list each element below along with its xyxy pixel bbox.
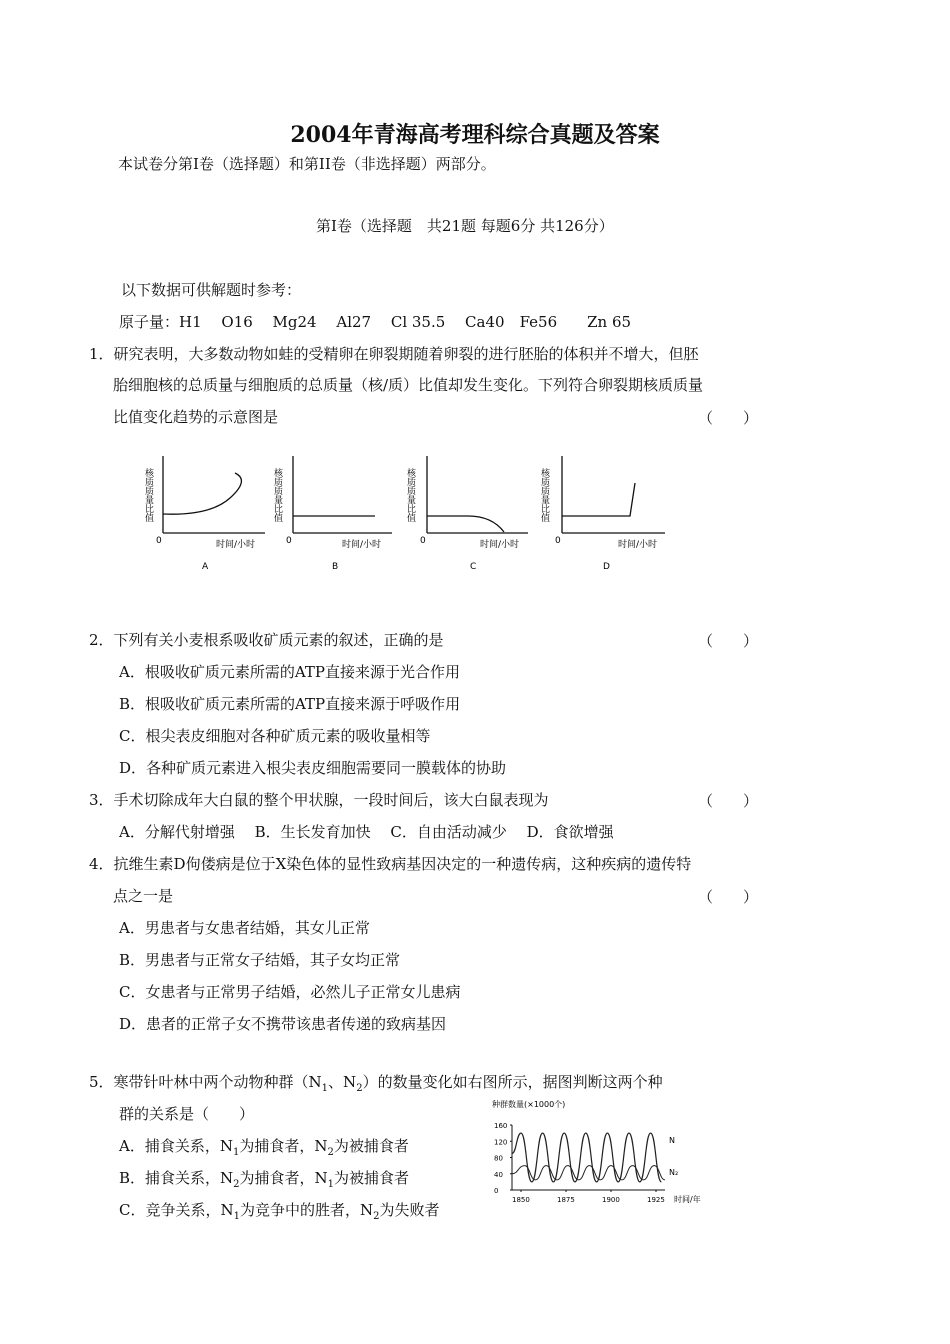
section-heading: 第Ⅰ卷（选择题 共21题 每题6分 共126分） (316, 217, 614, 235)
q3-options: A．分解代射增强 B．生长发育加快 C．自由活动减少 D．食欲增强 (119, 823, 614, 841)
atomic-mass-line: 原子量：H1 O16 Mg24 Al27 Cl 35.5 Ca40 Fe56 Zn 65 (119, 313, 632, 331)
x-tick-label: 1900 (602, 1196, 620, 1204)
q4-line-1: 4．抗维生素D佝偻病是位于X染色体的显性致病基因决定的一种遗传病，这种疾病的遗传特 (89, 855, 692, 873)
graph-b-origin: 0 (286, 536, 292, 546)
chart-xlabel: 时间/年 (674, 1195, 701, 1204)
graph-b-xlabel: 时间/小时 (342, 540, 382, 550)
graph-c-origin: 0 (420, 536, 426, 546)
q5-option-b: B．捕食关系，$N_2$为捕食者，$N_1$为被捕食者 (119, 1169, 410, 1190)
graph-d-ylabel: 核质质量比值 (539, 468, 549, 522)
graph-a-xlabel: 时间/小时 (216, 540, 256, 550)
q1-answer-paren: （ ） (698, 409, 759, 427)
x-tick-label: 1850 (512, 1196, 530, 1204)
q2-stem: 2．下列有关小麦根系吸收矿质元素的叙述，正确的是 (89, 631, 444, 649)
graph-c-curve (427, 516, 504, 532)
intro-text: 本试卷分第Ⅰ卷（选择题）和第II卷（非选择题）两部分。 (118, 155, 496, 173)
graph-b-letter: B (332, 562, 339, 572)
chart-ylabel: 种群数量(×1000个) (492, 1100, 566, 1109)
q2-option-d: D．各种矿质元素进入根尖表皮细胞需要同一膜载体的协助 (119, 759, 507, 777)
graph-c-ylabel: 核质质量比值 (405, 468, 415, 522)
q4-option-c: C．女患者与正常男子结婚，必然儿子正常女儿患病 (119, 983, 461, 1001)
graph-c-xlabel: 时间/小时 (480, 540, 520, 550)
q4-option-a: A．男患者与女患者结婚，其女儿正常 (119, 919, 370, 937)
graph-c (405, 456, 528, 572)
q5-line-2: 群的关系是（ ） (119, 1105, 255, 1123)
q4-option-b: B．男患者与正常女子结婚，其子女均正常 (119, 951, 401, 969)
q1-line-1: 1．研究表明，大多数动物如蛙的受精卵在卵裂期随着卵裂的进行胚胎的体积并不增大，但胚 (89, 345, 699, 363)
graph-d (539, 456, 665, 572)
page-title: 2004年青海高考理科综合真题及答案 (290, 122, 660, 148)
q5-option-c: C．竞争关系，$N_1$为竞争中的胜者，$N_2$为失败者 (119, 1201, 440, 1222)
graph-a-origin: 0 (156, 536, 162, 546)
population-chart (490, 1095, 720, 1210)
graph-d-xlabel: 时间/小时 (618, 540, 658, 550)
q1-line-3: 比值变化趋势的示意图是 (113, 408, 279, 426)
q3-stem: 3．手术切除成年大白鼠的整个甲状腺，一段时间后，该大白鼠表现为 (89, 791, 549, 809)
y-tick-label: 160 (494, 1122, 508, 1130)
graph-d-origin: 0 (555, 536, 561, 546)
q2-answer-paren: （ ） (698, 632, 759, 650)
series-n2-label: N₂ (669, 1168, 679, 1177)
q5-option-a: A．捕食关系，$N_1$为捕食者，$N_2$为被捕食者 (119, 1137, 409, 1158)
q2-option-c: C．根尖表皮细胞对各种矿质元素的吸收量相等 (119, 727, 431, 745)
q4-option-d: D．患者的正常子女不携带该患者传递的致病基因 (119, 1015, 447, 1033)
graph-d-letter: D (603, 562, 610, 572)
x-tick-label: 1925 (647, 1196, 665, 1204)
reference-note: 以下数据可供解题时参考： (121, 281, 302, 299)
x-tick-label: 1875 (557, 1196, 575, 1204)
graph-b (272, 456, 392, 572)
graph-a-curve (163, 473, 241, 514)
y-tick-label: 0 (494, 1187, 499, 1195)
q5-line-1: 5．寒带针叶林中两个动物种群（$N_1$、$N_2$）的数量变化如右图所示，据图判断这两个种 (89, 1073, 663, 1094)
q2-option-a: A．根吸收矿质元素所需的ATP直接来源于光合作用 (119, 663, 460, 681)
graph-a-ylabel: 核质质量比值 (143, 468, 153, 522)
graph-d-curve (562, 483, 635, 516)
graph-a-letter: A (202, 562, 209, 572)
graph-a (143, 456, 265, 572)
graph-c-letter: C (470, 562, 477, 572)
graph-b-ylabel: 核质质量比值 (272, 468, 282, 522)
y-tick-label: 80 (494, 1154, 503, 1163)
q4-line-2: 点之一是 (113, 887, 174, 905)
q1-line-2: 胎细胞核的总质量与细胞质的总质量（核/质）比值却发生变化。下列符合卵裂期核质质量 (113, 376, 704, 394)
q2-option-b: B．根吸收矿质元素所需的ATP直接来源于呼吸作用 (119, 695, 461, 713)
q4-answer-paren: （ ） (698, 888, 759, 906)
q1-graphs (130, 448, 690, 583)
series-n-label: N (669, 1136, 675, 1145)
y-tick-label: 120 (494, 1138, 508, 1147)
q3-answer-paren: （ ） (698, 792, 759, 810)
y-tick-label: 40 (494, 1170, 503, 1179)
